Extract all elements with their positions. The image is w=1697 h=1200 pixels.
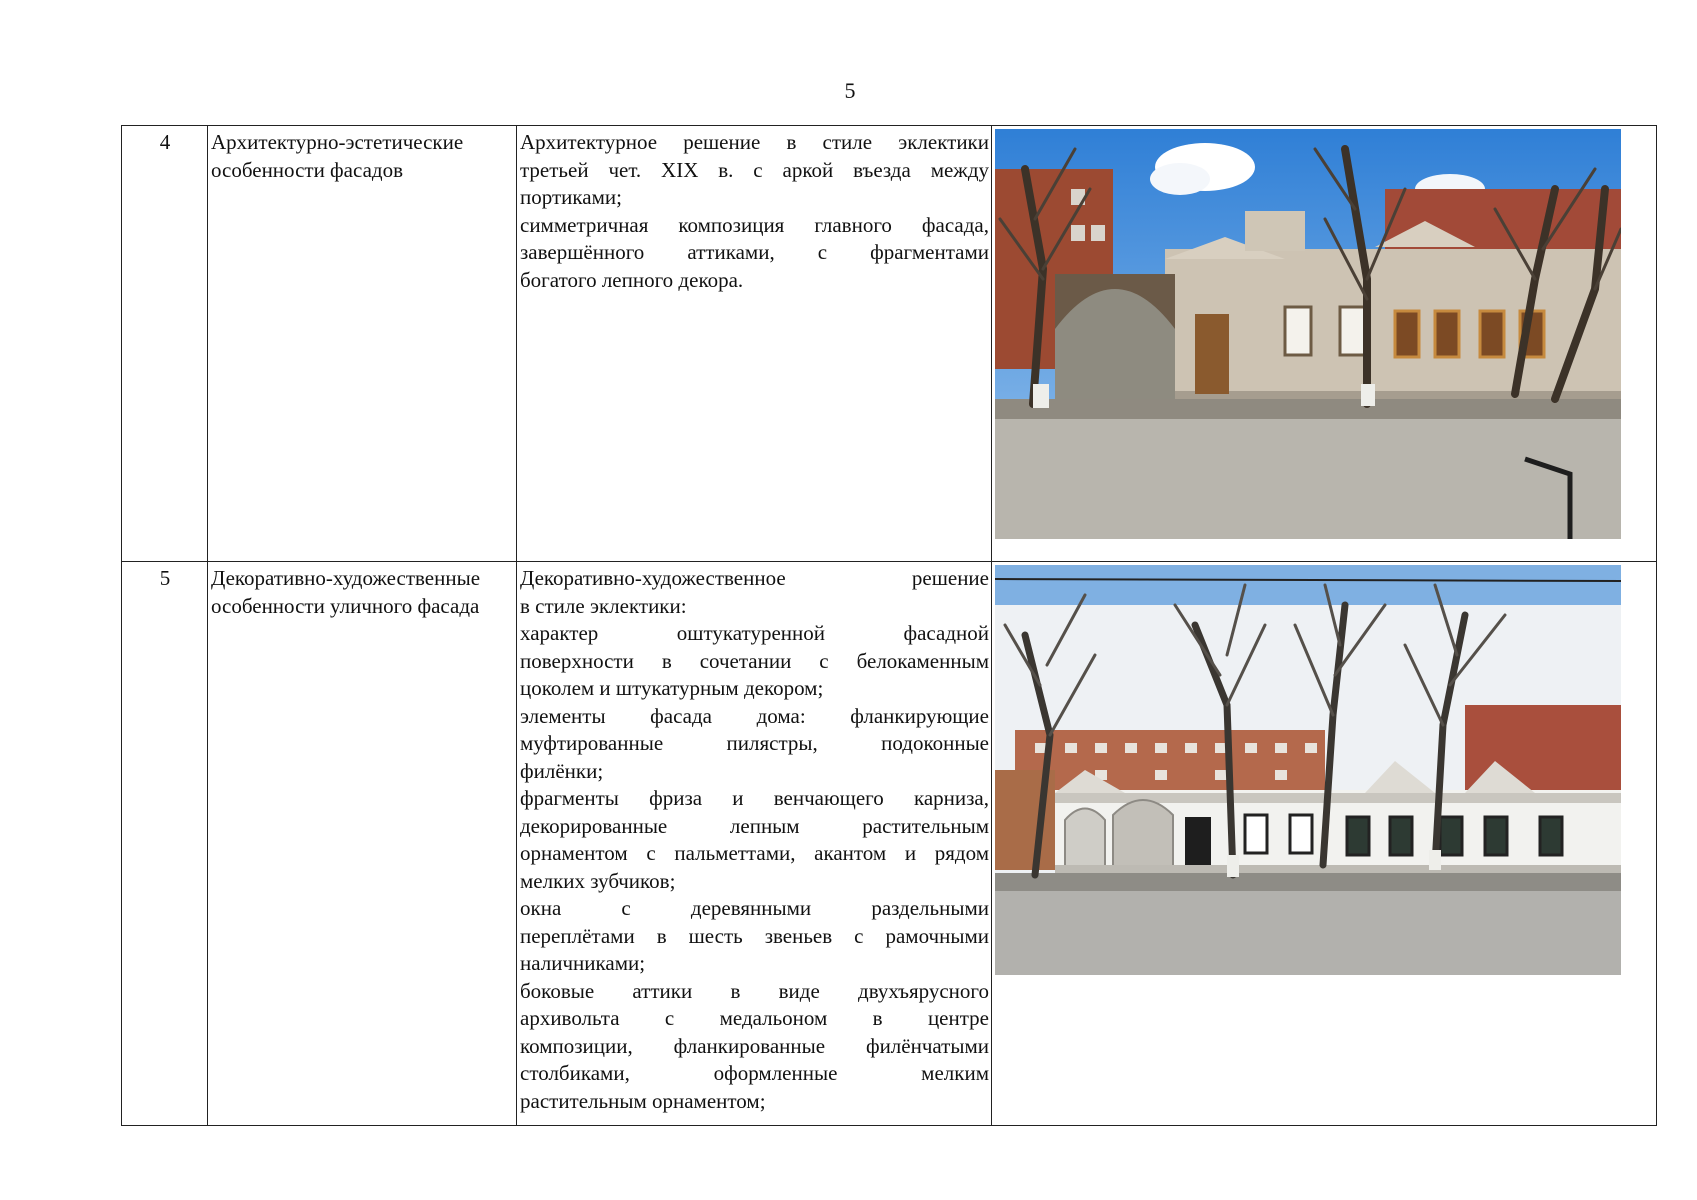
page-number: 5 <box>844 78 856 103</box>
description-line: портиками; <box>520 185 622 209</box>
row-number: 5 <box>122 562 208 1126</box>
description-line: растительным орнаментом; <box>520 1088 766 1113</box>
description-line: переплётами в шесть звеньев с рамочными <box>520 923 989 948</box>
description-line: столбиками, оформленные мелким <box>520 1061 989 1085</box>
heritage-table <box>121 125 1657 1126</box>
description-line: мелких зубчиков; <box>520 868 676 893</box>
description-line: симметричная композиция главного фасада, <box>520 212 989 237</box>
description-line: филёнки; <box>520 758 604 783</box>
description-line: композиции, фланкированные филёнчатыми <box>520 1033 989 1058</box>
description-line: наличниками; <box>520 951 646 975</box>
row-title: Декоративно-художественные особенности уличного фасада <box>208 562 517 1126</box>
description-line: окна с деревянными раздельными <box>520 896 989 920</box>
photo-cell <box>992 126 1657 562</box>
description-line: элементы фасада дома: фланкирующие <box>520 703 989 728</box>
photo-cell <box>992 562 1657 1126</box>
description-line: третьей чет. XIX в. с аркой въезда между <box>520 157 989 182</box>
description-line: Декоративно-художественное решение <box>520 566 989 590</box>
row-description <box>517 562 992 1126</box>
row-title: Архитектурно-эстетические особенности фасадов <box>208 126 517 562</box>
description-line: Архитектурное решение в стиле эклектики <box>520 130 989 154</box>
row-number: 4 <box>122 126 208 562</box>
table-row <box>122 562 1657 1126</box>
table-row <box>122 126 1657 562</box>
description-line: боковые аттики в виде двухъярусного <box>520 978 989 1003</box>
description-line: муфтированные пилястры, подоконные <box>520 731 989 755</box>
row-description <box>517 126 992 562</box>
description-line: цоколем и штукатурным декором; <box>520 676 824 700</box>
description-line: декорированные лепным растительным <box>520 813 989 838</box>
building-photo-1 <box>995 129 1621 539</box>
description-line: фрагменты фриза и венчающего карниза, <box>520 786 989 810</box>
description-line: характер оштукатуренной фасадной <box>520 621 989 645</box>
building-photo-2 <box>995 565 1621 975</box>
description-line: орнаментом с пальметтами, акантом и рядом <box>520 841 989 865</box>
description-line: поверхности в сочетании с белокаменным <box>520 648 989 673</box>
description-line: богатого лепного декора. <box>520 267 744 292</box>
description-line: в стиле эклектики: <box>520 593 687 618</box>
description-line: завершённого аттиками, с фрагментами <box>520 240 989 264</box>
description-line: архивольта с медальоном в центре <box>520 1006 989 1030</box>
